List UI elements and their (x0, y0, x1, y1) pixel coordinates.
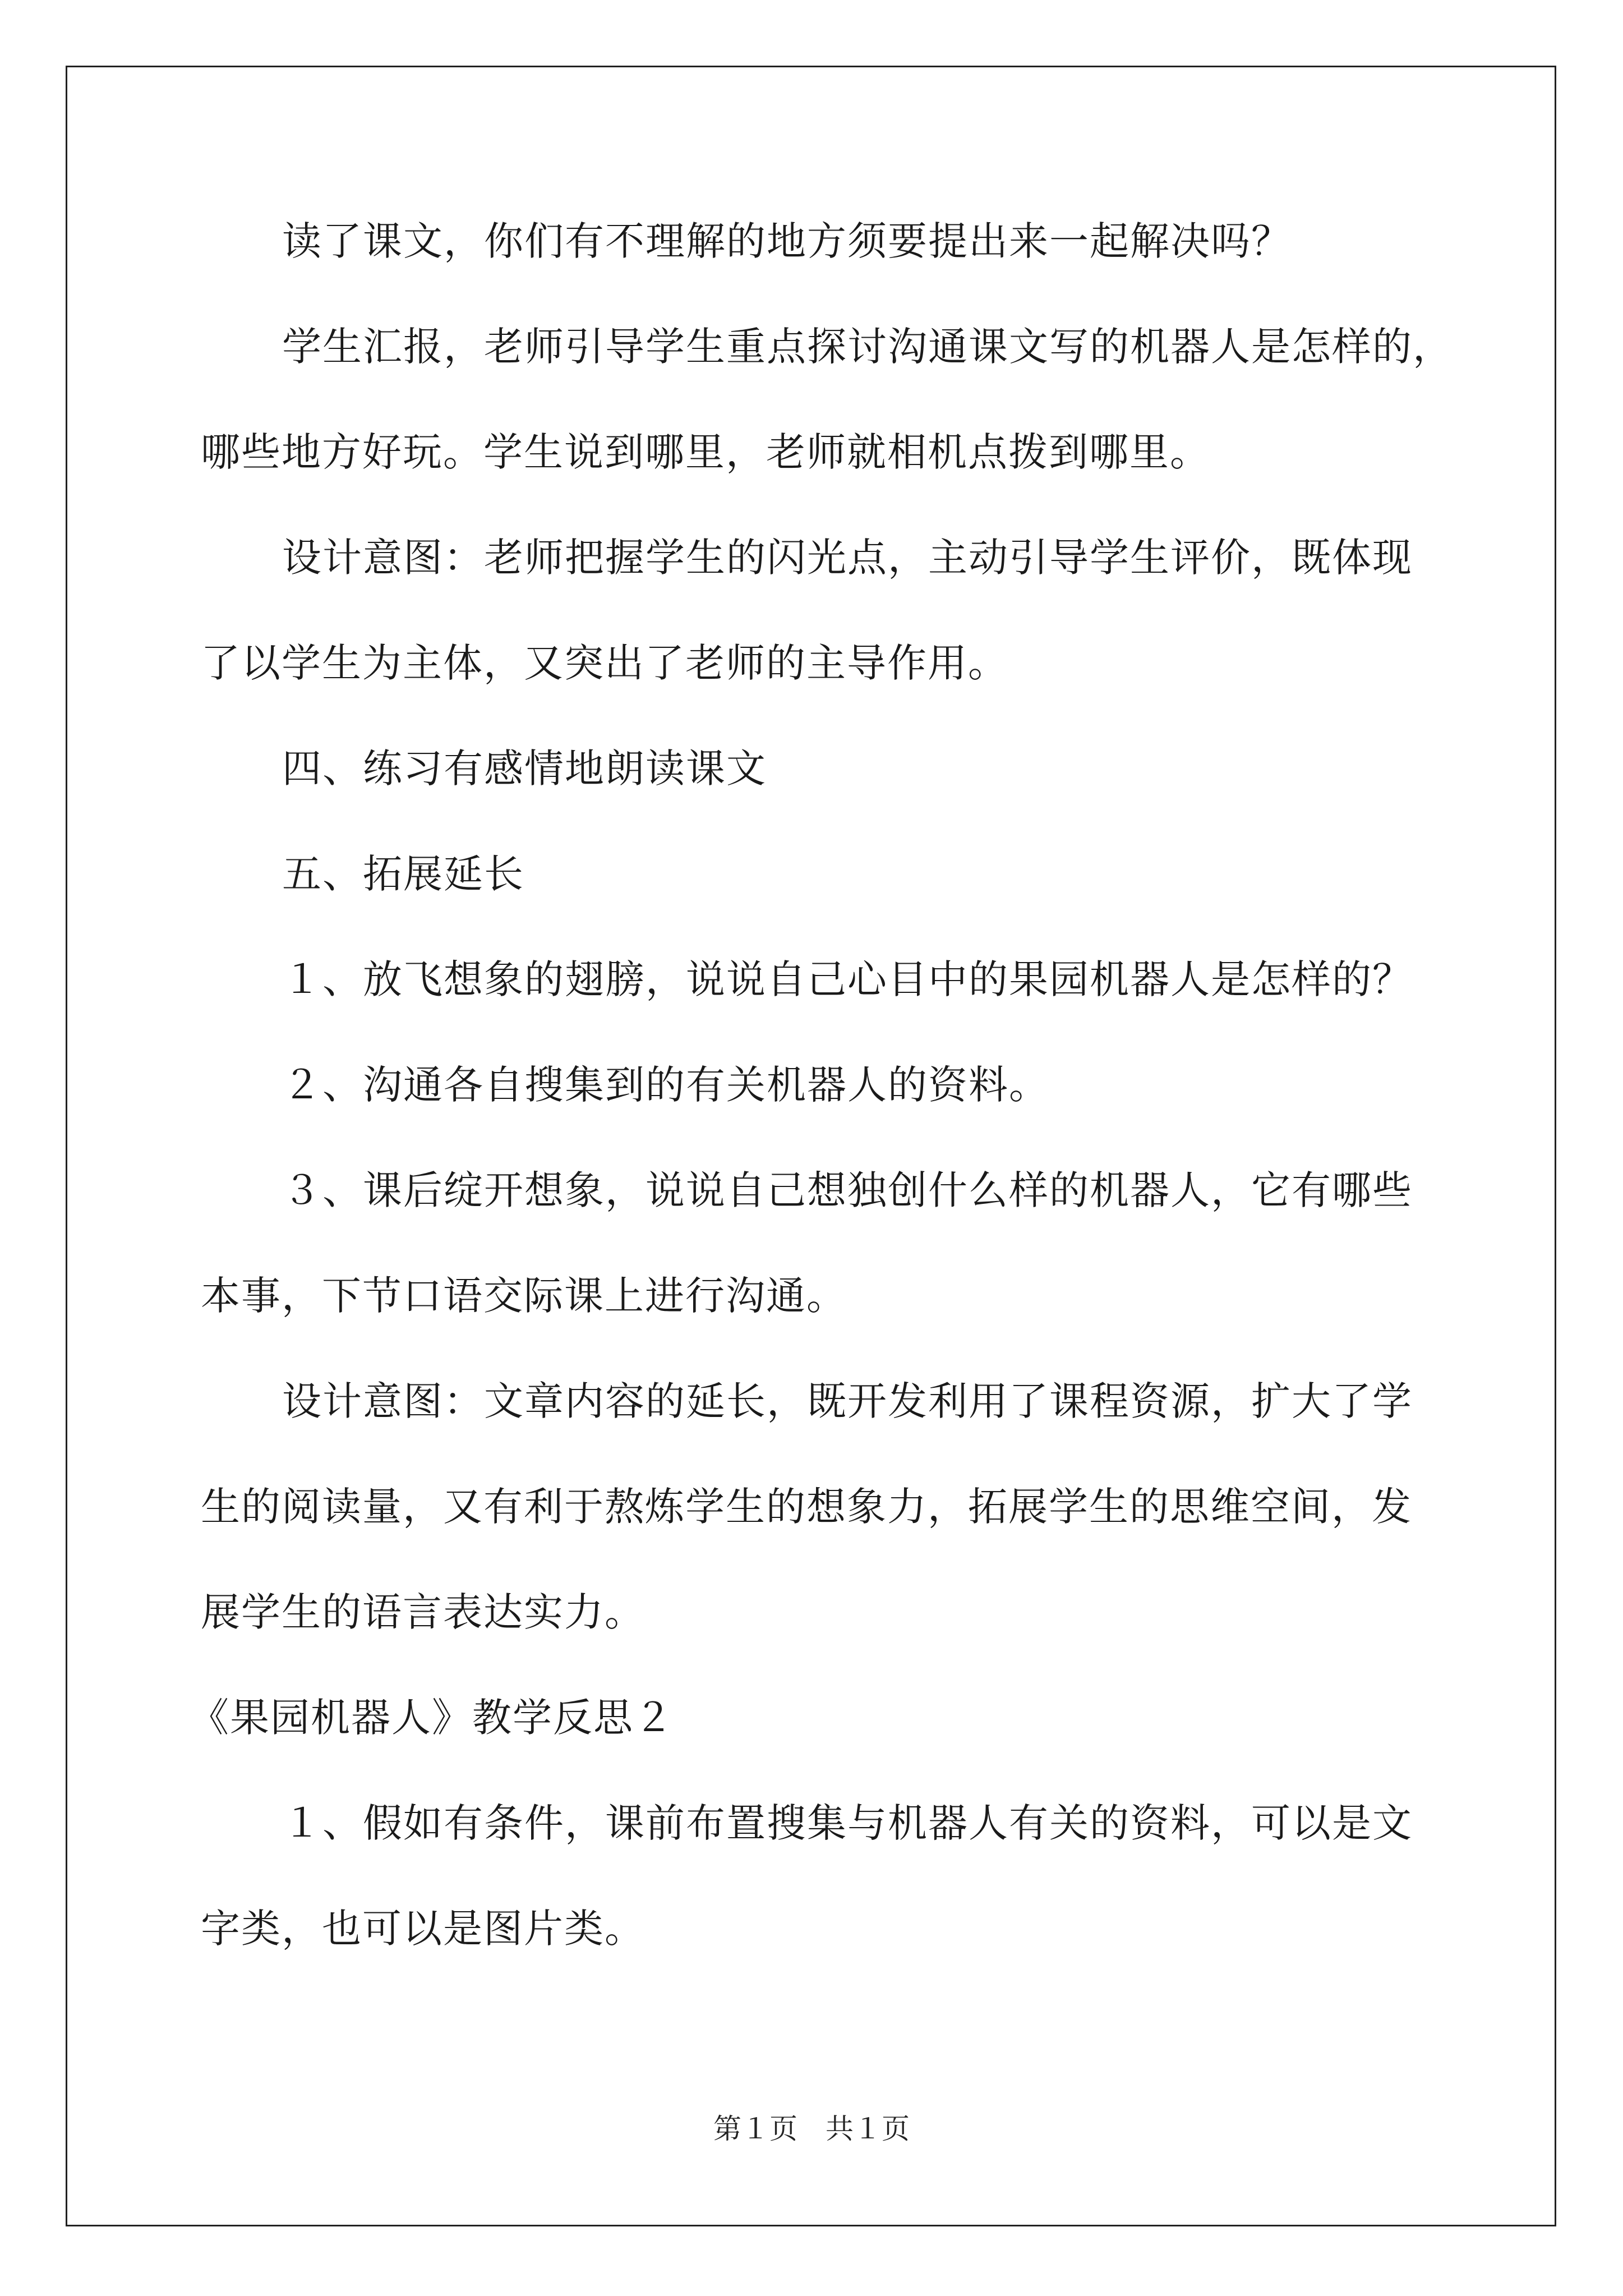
list-item: １、假如有条件，课前布置搜集与机器人有关的资料，可以是文 (282, 1800, 1413, 1846)
paragraph-line: 学生汇报，老师引导学生重点探讨沟通课文写的机器人是怎样的， (282, 324, 1453, 370)
paragraph-line: 字类，也可以是图片类。 (201, 1906, 645, 1952)
paragraph-line: 哪些地方好玩。学生说到哪里，老师就相机点拨到哪里。 (201, 429, 1210, 475)
section-title: 《果园机器人》教学反思２ (190, 1695, 674, 1741)
paragraph-line: 生的阅读量，又有利于熬炼学生的想象力，拓展学生的思维空间，发 (201, 1484, 1412, 1530)
paragraph-line: 设计意图：老师把握学生的闪光点，主动引导学生评价，既体现 (282, 535, 1413, 581)
section-heading: 五、拓展延长 (282, 851, 524, 897)
list-item: ３、课后绽开想象，说说自己想独创什么样的机器人，它有哪些 (282, 1167, 1413, 1213)
paragraph-line: 展学生的语言表达实力。 (201, 1589, 645, 1635)
document-body (190, 213, 1453, 1957)
list-item: １、放飞想象的翅膀，说说自己心目中的果园机器人是怎样的？ (282, 956, 1413, 1002)
paragraph-line: 本事，下节口语交际课上进行沟通。 (201, 1273, 847, 1319)
list-item: ２、沟通各自搜集到的有关机器人的资料。 (282, 1062, 1049, 1108)
paragraph-line: 读了课文，你们有不理解的地方须要提出来一起解决吗？ (282, 218, 1292, 264)
paragraph-line: 设计意图：文章内容的延长，既开发利用了课程资源，扩大了学 (282, 1378, 1413, 1424)
section-heading: 四、练习有感情地朗读课文 (282, 746, 767, 792)
page-number-footer: 第１页 共１页 (713, 2113, 910, 2145)
paragraph-line: 了以学生为主体，又突出了老师的主导作用。 (201, 640, 1008, 686)
